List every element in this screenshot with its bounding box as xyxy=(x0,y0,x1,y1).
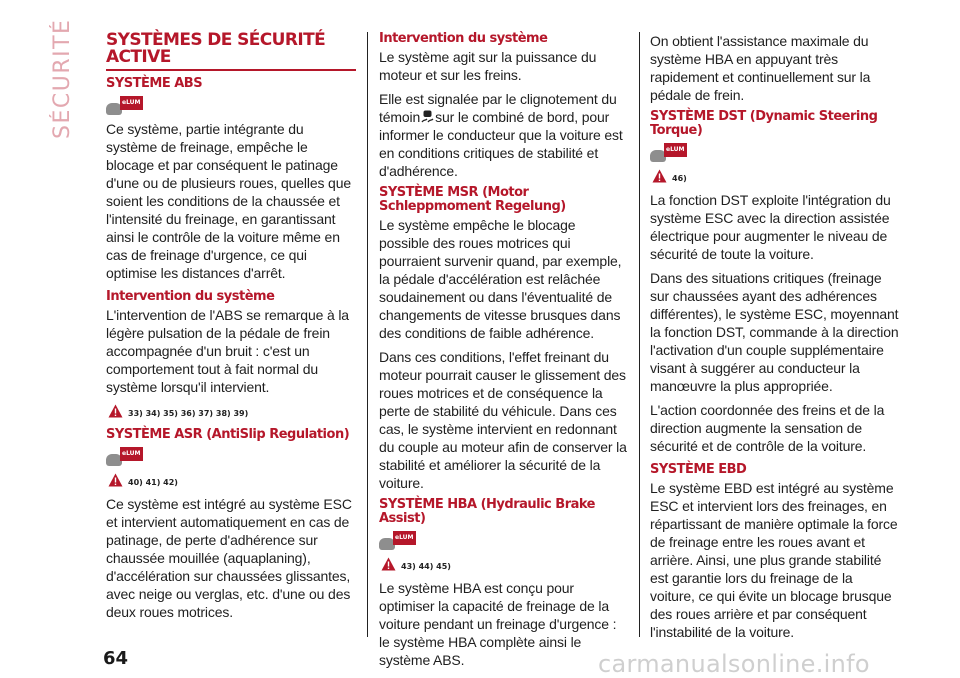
heading-asr-intervention: Intervention du système xyxy=(379,31,548,46)
warning-refs-text: 40) 41) 42) xyxy=(128,477,178,487)
column-3 xyxy=(650,32,900,647)
hba-text-2: On obtient l'assistance maximale du système HBA en appuyant très rapidement et continuellement sur la pédale de frein. xyxy=(650,33,871,103)
elum-badge xyxy=(650,141,900,163)
elum-badge xyxy=(106,94,356,116)
asr-intervention-text: Le système agit sur la puissance du moteur et sur les freins. xyxy=(379,49,597,83)
elum-label: eLUM xyxy=(664,143,687,157)
warning-refs-text: 33) 34) 35) 36) 37) 38) 39) xyxy=(128,408,249,418)
ebd-text: Le système EBD est intégré au système ESC et intervient lors des freinages, en répartissant de manière optimale la force de freinage entre les roues avant et arrière. Ainsi, une plus grande stabilité est garantie lors du freinage de la voiture, ce qui évite un blocage brusque des roues arrière et par conséquent l'instabilité de la voiture. xyxy=(650,480,898,640)
heading-abs-intervention: Intervention du système xyxy=(106,289,275,304)
dst-text-3: L'action coordonnée des freins et de la direction augmente la sensation de sécurité et de contrôle de la voiture. xyxy=(650,402,885,454)
column-2 xyxy=(379,32,629,675)
dst-text-2: Dans des situations critiques (freinage sur chaussées ayant des adhérences différentes), le système ESC, moyennant la fonction DST, commande à la direction l'activation d'un couple supplémentaire visant à suggérer au conducteur la manœuvre la plus appropriée. xyxy=(650,270,899,394)
page-number: 64 xyxy=(103,648,129,669)
column-divider xyxy=(367,32,368,637)
warning-refs-abs xyxy=(108,402,356,420)
column-1 xyxy=(106,32,356,627)
skid-warning-light-icon xyxy=(420,109,435,124)
warning-refs-text: 43) 44) 45) xyxy=(401,561,451,571)
elum-label: eLUM xyxy=(120,96,143,110)
warning-refs-dst xyxy=(652,167,900,185)
heading-abs: SYSTÈME ABS xyxy=(106,76,203,91)
page-title: SYSTÈMES DE SÉCURITÉ ACTIVE xyxy=(106,32,356,71)
signal-text-before: Elle est signalée par le clignotement du témoin xyxy=(379,91,617,125)
msr-text-2: Dans ces conditions, l'effet freinant du moteur pourrait causer le glissement des roues motrices et de conséquence la perte de stabilité du véhicule. Dans ces cas, le système intervient en redonnant du couple au moteur afin de conserver la stabilité et améliorer la sécurité de la voiture. xyxy=(379,349,627,491)
heading-hba: SYSTÈME HBA (Hydraulic Brake Assist) xyxy=(379,497,595,526)
elum-label: eLUM xyxy=(393,531,416,545)
elum-badge xyxy=(106,445,356,467)
heading-ebd: SYSTÈME EBD xyxy=(650,462,747,477)
elum-badge xyxy=(379,529,629,551)
watermark: carmanualsonline.info xyxy=(598,650,870,678)
signal-text-after: sur le combiné de bord, pour informer le conducteur que la voiture est en conditions critiques de stabilité et d'adhérence. xyxy=(379,109,623,179)
hba-text: Le système HBA est conçu pour optimiser la capacité de freinage de la voiture pendant un freinage d'urgence : le système HBA complète ainsi le système ABS. xyxy=(379,580,617,668)
warning-triangle-icon xyxy=(381,557,396,571)
warning-triangle-icon xyxy=(652,169,667,183)
heading-asr: SYSTÈME ASR (AntiSlip Regulation) xyxy=(106,427,350,442)
section-tab: SÉCURITÉ xyxy=(50,18,75,139)
warning-triangle-icon xyxy=(108,404,123,418)
asr-text: Ce système est intégré au système ESC et intervient automatiquement en cas de patinage, de perte d'adhérence sur chaussée mouillée (aquaplaning), d'accélération sur chaussées glissantes, avec neige ou verglas, etc. d'une ou des deux roues motrices. xyxy=(106,496,352,620)
warning-triangle-icon xyxy=(108,473,123,487)
warning-refs-text: 46) xyxy=(672,173,687,183)
heading-dst: SYSTÈME DST (Dynamic Steering Torque) xyxy=(650,109,878,138)
abs-intervention-text: L'intervention de l'ABS se remarque à la légère pulsation de la pédale de frein accompagnée d'un bruit : c'est un comportement tout à fait normal du système lorsqu'il intervient. xyxy=(106,307,349,395)
heading-msr: SYSTÈME MSR (Motor Schleppmoment Regelung) xyxy=(379,185,566,214)
msr-text-1: Le système empêche le blocage possible des roues motrices qui pourraient survenir quand, par exemple, la pédale d'accélération est relâchée soudainement ou dans l'éventualité de changements de vitesse brusques dans des conditions de faible adhérence. xyxy=(379,217,622,341)
warning-refs-hba xyxy=(381,555,629,573)
column-divider xyxy=(639,32,640,637)
warning-refs-asr xyxy=(108,471,356,489)
signal-text xyxy=(379,90,629,180)
abs-text: Ce système, partie intégrante du système de freinage, empêche le blocage et par conséquent le patinage d'une ou de plusieurs roues, quelles que soient les conditions de la chaussée et l'intensité du freinage, en garantissant ainsi le contrôle de la voiture même en cas de freinage d'urgence, ce qui optimise les distances d'arrêt. xyxy=(106,121,351,281)
elum-label: eLUM xyxy=(120,447,143,461)
dst-text-1: La fonction DST exploite l'intégration du système ESC avec la direction assistée électrique pour augmenter le niveau de sécurité de toute la voiture. xyxy=(650,192,891,262)
